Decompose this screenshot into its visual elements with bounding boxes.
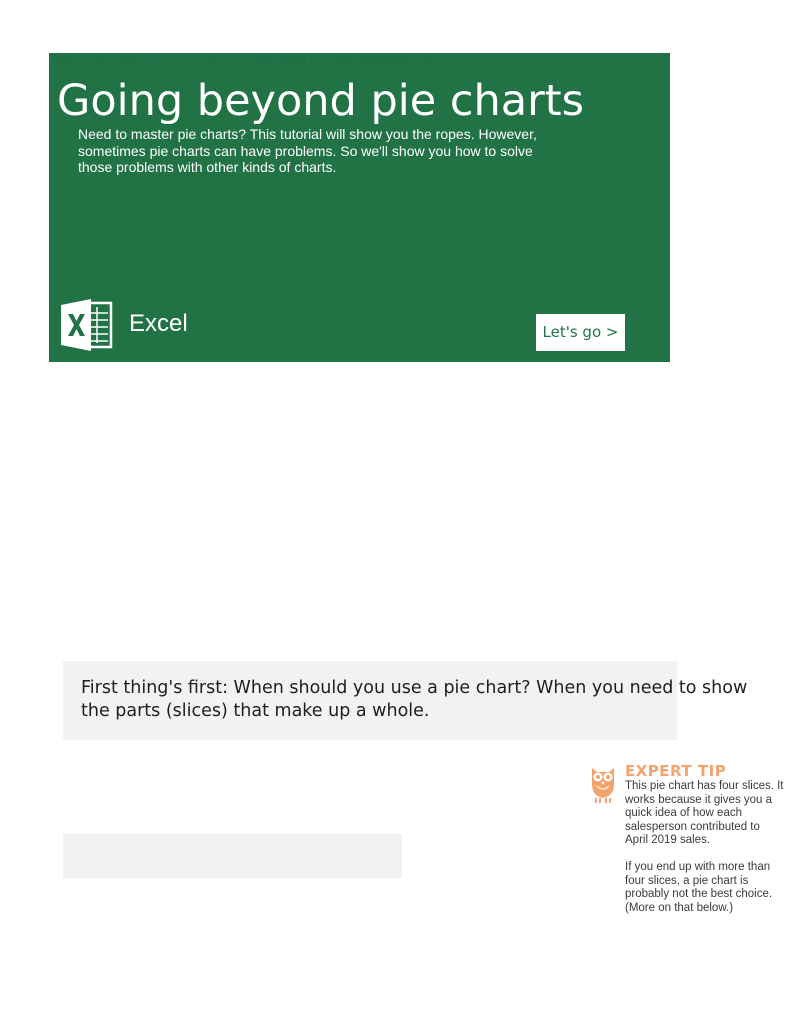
tip-title: EXPERT TIP: [625, 762, 727, 780]
intro-text: First thing's first: When should you use a pie chart? When you need to show the parts (slices) that make up a whole.: [81, 678, 748, 721]
tip-body: [625, 780, 785, 928]
banner-hidden-instructions: Need help? Press Ctrl+F6 ... Title of this worksheet is Going beyond pie charts: [53, 53, 444, 64]
banner-description: Need to master pie charts? This tutorial will show you the ropes. However, sometimes pie charts can have problems. So we'll show you how to solve those problems with other kinds of charts.: [78, 126, 537, 175]
lets-go-button[interactable]: Let's go >: [536, 314, 625, 351]
tip-paragraph-2: If you end up with more than four slices, a pie chart is probably not the best choice. (More on that below.): [625, 860, 773, 914]
excel-logo-icon: [59, 297, 115, 353]
intro-box: [63, 661, 748, 740]
hero-banner: [49, 53, 670, 362]
banner-hidden-nav-hint: To get started, select the Let's go link in cell ... or press Ctrl+PageDown: [119, 347, 478, 358]
tip-paragraph-1: This pie chart has four slices. It works because it gives you a quick idea of how each salesperson contributed to April 2019 sales.: [625, 780, 784, 847]
input-cell-box: [63, 834, 402, 878]
expert-tip: [588, 760, 784, 960]
page-title: Going beyond pie charts: [57, 76, 585, 126]
owl-icon: [588, 762, 618, 806]
app-name: Excel: [129, 310, 188, 337]
